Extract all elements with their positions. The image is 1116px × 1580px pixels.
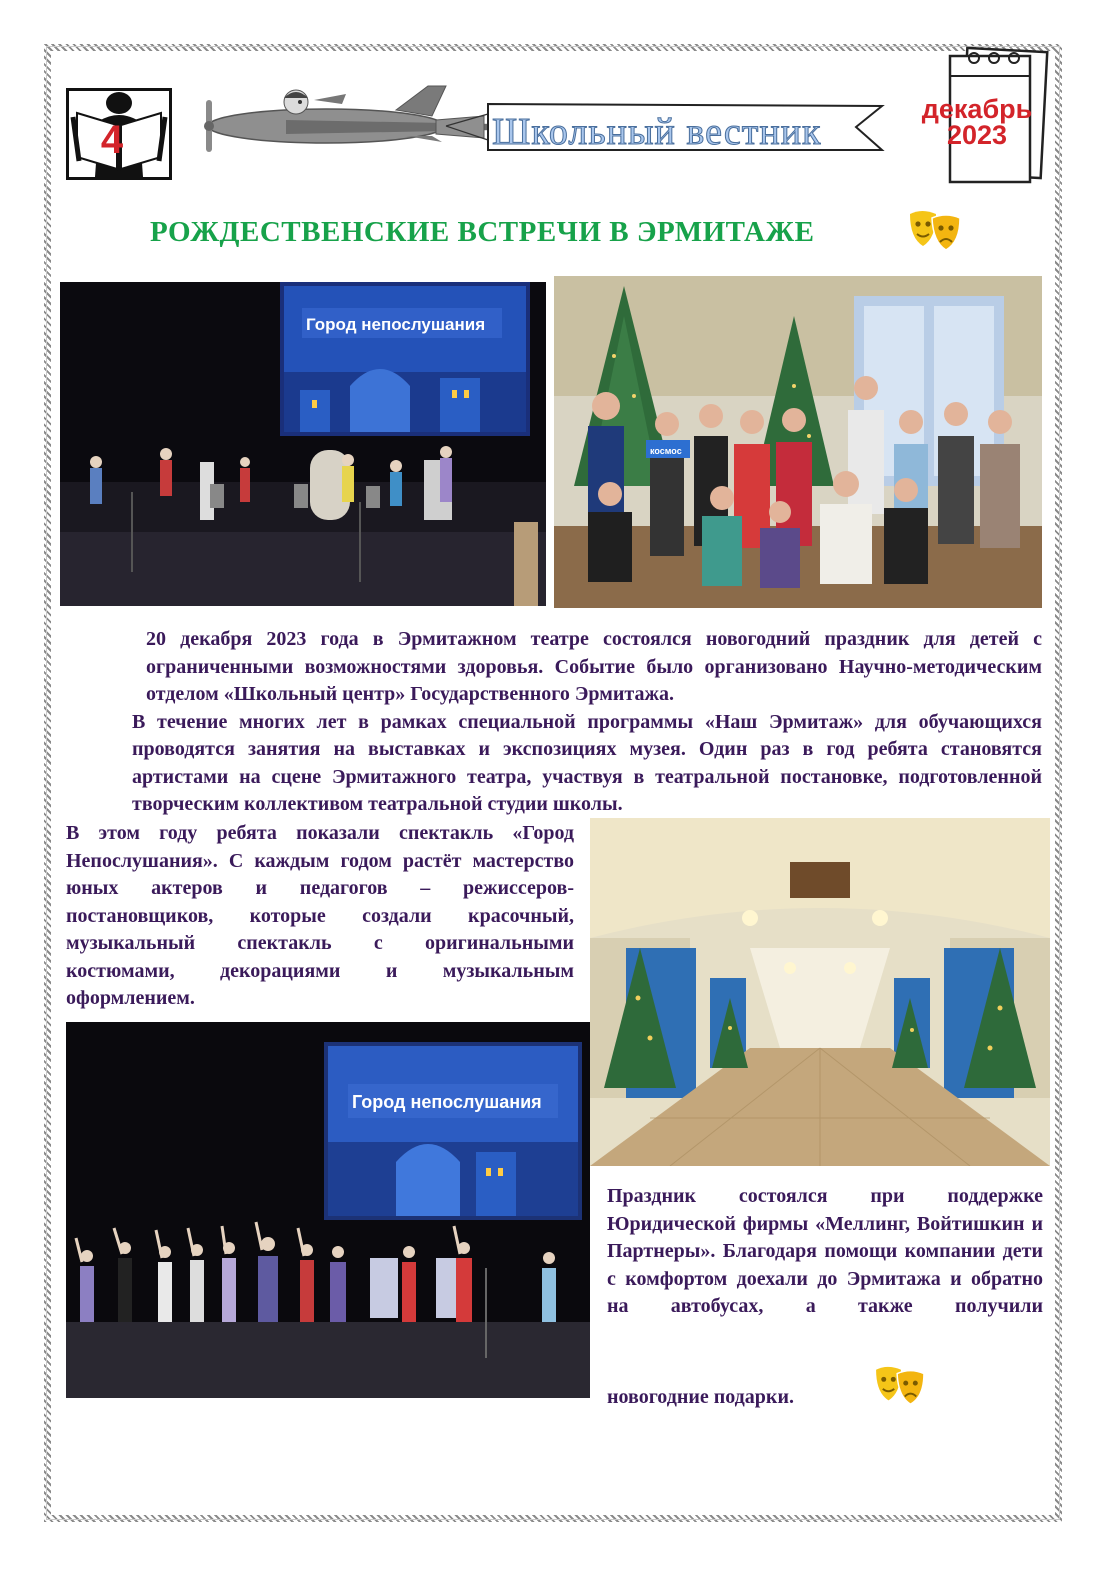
photo-curtain-call [66, 1022, 590, 1398]
paragraph-3: В этом году ребята показали спектакль «Город Непослушания». С каждым годом растёт мастерство юных актеров и педагогов – режиссеров-постановщиков, которые создали красочный, музыкальный спектакль с оригинальными костюмами, декорациями и музыкальным оформлением. [66, 822, 574, 1009]
issue-month: декабрь [921, 94, 1033, 124]
article-intro [66, 626, 1042, 819]
photo-group-christmas-tree [554, 276, 1042, 608]
paragraph-4: Праздник состоялся при поддержке Юридической фирмы «Меллинг, Войтишкин и Партнеры». Благодаря помощи компании дети с комфортом доехали до Эрмитажа и обратно на автобусах, а также получили [607, 1185, 1043, 1317]
stage-screen-text-2: Город непослушания [352, 1092, 542, 1112]
paragraph-4-end: новогодние подарки. [607, 1386, 794, 1408]
sign-text: космос [650, 446, 682, 456]
article-title: РОЖДЕСТВЕНСКИЕ ВСТРЕЧИ В ЭРМИТАЖЕ [150, 216, 815, 248]
issue-year: 2023 [946, 120, 1008, 150]
theatre-masks-icon [872, 1364, 928, 1408]
theatre-masks-icon [906, 208, 964, 254]
photo-hermitage-hall [590, 818, 1050, 1166]
airplane-icon [204, 86, 496, 152]
paragraph-2: В течение многих лет в рамках специальной программы «Наш Эрмитаж» для обучающихся проводятся занятия на выставках и экспозициях музея. Один раз в год ребята становятся артистами на сцене Эрмитажного театра, участвуя в театральной постановке, подготовленной творческим коллективом театральной студии школы. [132, 710, 1042, 815]
issue-date [906, 96, 1048, 148]
issue-number: 4 [100, 118, 124, 162]
photo-stage-performance [60, 282, 546, 606]
stage-screen-text: Город непослушания [306, 315, 486, 334]
paragraph-1: 20 декабря 2023 года в Эрмитажном театре состоялся новогодний праздник для детей с ограниченными возможностями здоровья. Событие было организовано Научно-методическим отделом «Школьный центр» Государственного Эрмитажа. [146, 628, 1042, 705]
newspaper-title: Школьный вестник [492, 111, 822, 153]
